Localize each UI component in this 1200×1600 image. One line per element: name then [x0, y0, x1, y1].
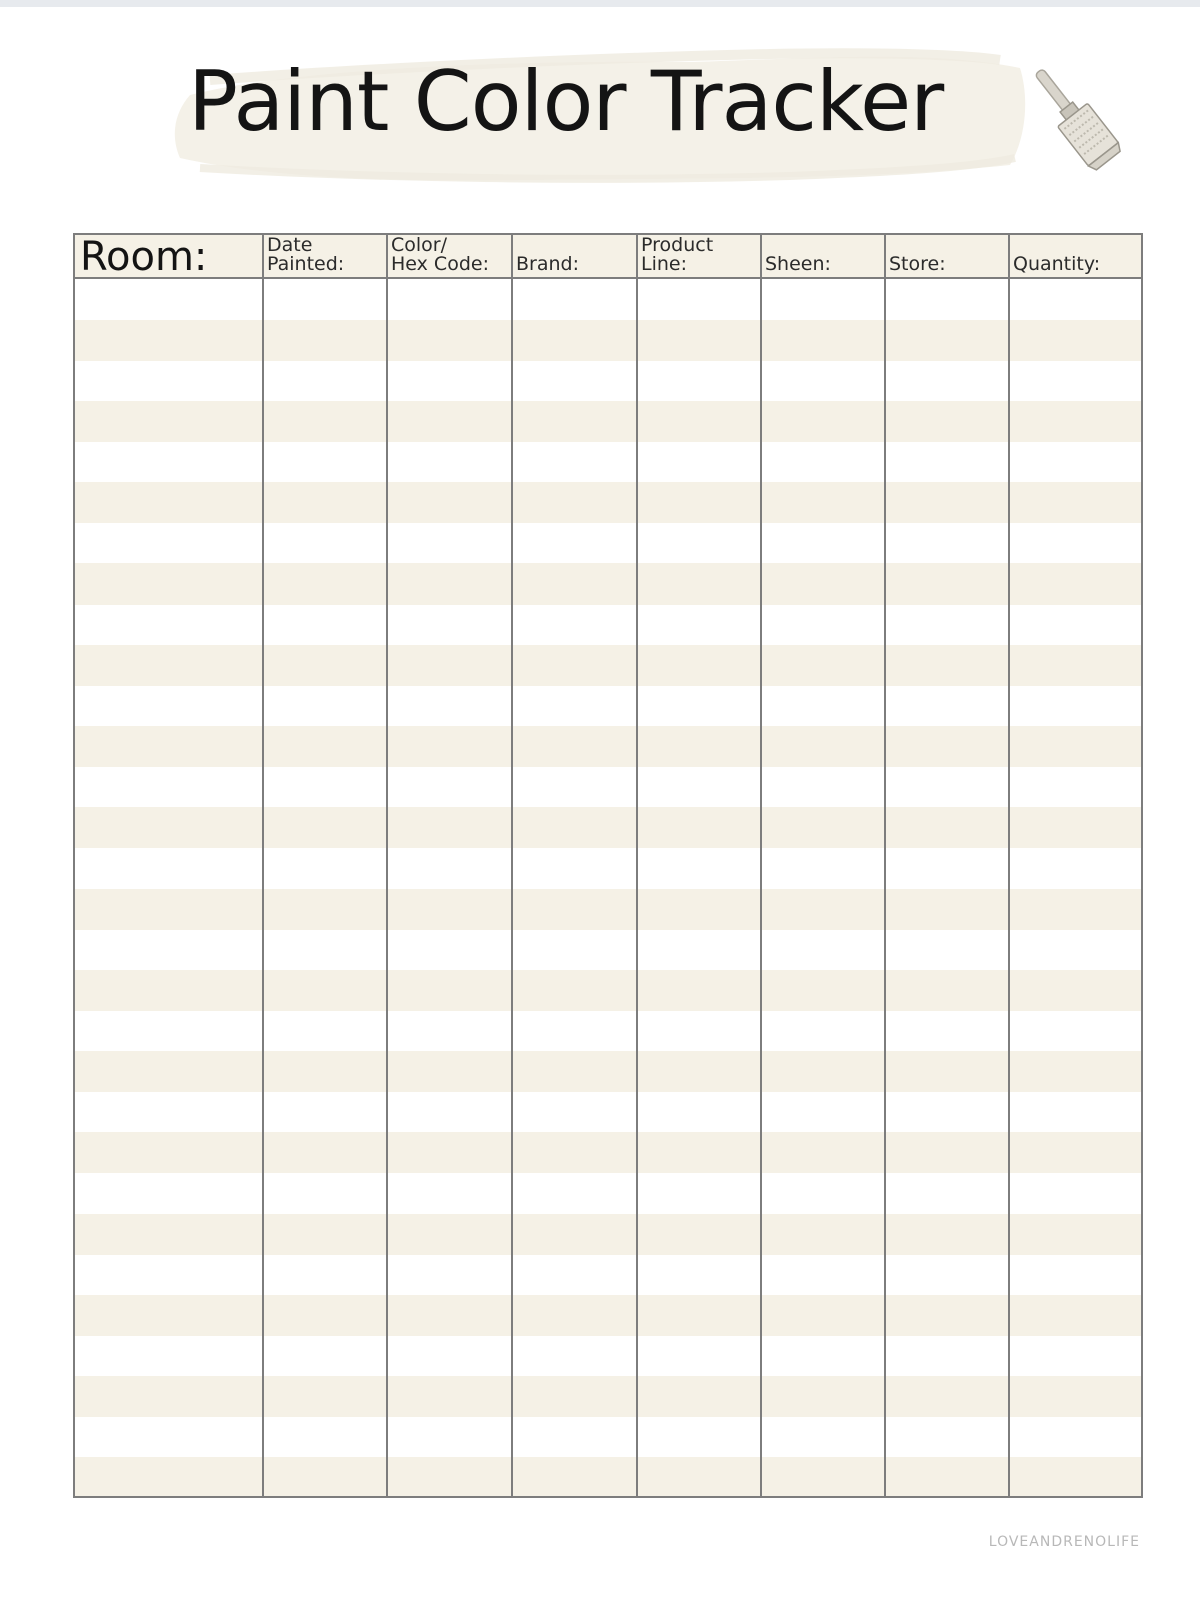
table-row	[75, 279, 1141, 320]
table-row	[75, 604, 1141, 645]
table-row	[75, 482, 1141, 523]
table-row	[75, 848, 1141, 889]
column-divider	[636, 235, 638, 1496]
table-row	[75, 1092, 1141, 1133]
paintbrush-icon	[1018, 52, 1138, 182]
table-row	[75, 1010, 1141, 1051]
table-row	[75, 1376, 1141, 1417]
table-row	[75, 1254, 1141, 1295]
column-divider	[884, 235, 886, 1496]
column-header-room: Room:	[80, 234, 208, 280]
column-header-color-hex-code: Color/ Hex Code:	[391, 234, 489, 275]
table-row	[75, 1173, 1141, 1214]
table-row	[75, 1457, 1141, 1498]
table-row	[75, 726, 1141, 767]
column-divider	[511, 235, 513, 1496]
paint-tracker-table	[73, 233, 1143, 1498]
table-row	[75, 1132, 1141, 1173]
table-row	[75, 523, 1141, 564]
table-row	[75, 645, 1141, 686]
table-row	[75, 401, 1141, 442]
table-row	[75, 563, 1141, 604]
table-row	[75, 970, 1141, 1011]
column-header-date-painted: Date Painted:	[267, 234, 345, 275]
table-row	[75, 360, 1141, 401]
table-row	[75, 929, 1141, 970]
table-row	[75, 320, 1141, 361]
column-divider	[760, 235, 762, 1496]
column-header-quantity: Quantity:	[1013, 253, 1101, 275]
top-strip	[0, 0, 1200, 7]
column-header-brand: Brand:	[516, 253, 579, 275]
column-header-store: Store:	[889, 253, 946, 275]
column-header-product-line: Product Line:	[641, 234, 714, 275]
column-divider	[386, 235, 388, 1496]
table-row	[75, 1335, 1141, 1376]
table-header-row	[75, 235, 1141, 279]
table-row	[75, 889, 1141, 930]
page-title: Paint Color Tracker	[188, 53, 944, 150]
table-row	[75, 685, 1141, 726]
table-row	[75, 442, 1141, 483]
table-row	[75, 1417, 1141, 1458]
table-row	[75, 767, 1141, 808]
footer-watermark: LOVEANDRENOLIFE	[988, 1534, 1140, 1550]
table-row	[75, 1295, 1141, 1336]
column-divider	[262, 235, 264, 1496]
table-body	[75, 279, 1141, 1498]
column-divider	[1008, 235, 1010, 1496]
table-row	[75, 1051, 1141, 1092]
table-row	[75, 807, 1141, 848]
table-row	[75, 1214, 1141, 1255]
column-header-sheen: Sheen:	[765, 253, 831, 275]
